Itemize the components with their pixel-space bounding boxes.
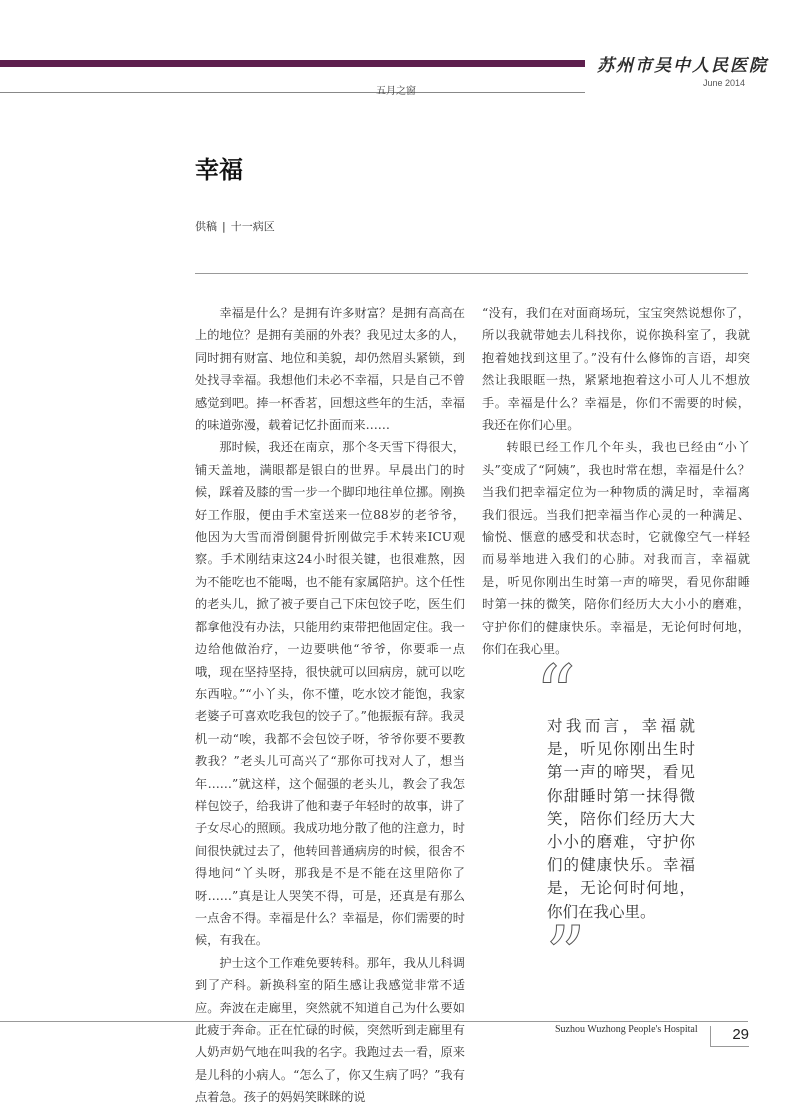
pull-quote [535, 648, 695, 1002]
byline-label: 供稿 [195, 220, 217, 233]
issue-date: June 2014 [702, 78, 745, 88]
hospital-name-logo: 苏州市吴中人民医院 [597, 56, 768, 76]
section-label: 五月之窗 [376, 86, 416, 97]
paragraph: 转眼已经工作几个年头，我也已经由“小丫头”变成了“阿姨”，我也时常在想，幸福是什么？当我们把幸福定位为一种物质的满足时，幸福离我们很远。当我们把幸福当作心灵的一种满足、愉悦、惬意的感受和状态时，它就像空气一样轻而易举地进入我们的心肺。对我而言，幸福就是，听见你刚出生时第一声的啼哭，看见你甜睡时第一抹的微笑，陪你们经历大大小小的磨难，守护你们的健康快乐。幸福是，无论何时何地，你们在我心里。 [482, 440, 750, 657]
paragraph: “没有，我们在对面商场玩，宝宝突然说想你了，所以我就带她去儿科找你，说你换科室了，我就抱着她找到这里了。”没有什么修饰的言语，却突然让我眼眶一热，紧紧地抱着这小可人儿不想放手。幸福是什么？幸福是，你们不需要的时候，我还在你们心里。 [482, 306, 750, 433]
pull-quote-text: 对我而言，幸福就是，听见你刚出生时第一声的啼哭，看见你甜睡时第一抹得微笑，陪你们经历大大小小的磨难，守护你们的健康快乐。幸福是，无论何时何地，你们在我心里。 [547, 717, 695, 921]
byline [195, 218, 275, 234]
title-divider [195, 273, 748, 274]
footer-divider [0, 1021, 748, 1022]
close-quote-icon: ” [545, 908, 576, 1002]
page-number: 29 [710, 1026, 749, 1047]
article-column-left [195, 302, 465, 1109]
byline-department: 十一病区 [230, 220, 275, 233]
footer-hospital-name: Suzhou Wuzhong People's Hospital [555, 1024, 698, 1035]
paragraph: 幸福是什么？是拥有许多财富？是拥有高高在上的地位？是拥有美丽的外表？我见过太多的人，同时拥有财富、地位和美貌，却仍然眉头紧锁，到处找寻幸福。我想他们未必不幸福，只是自己不曾感觉到吧。捧一杯香茗，回想这些年的生活，幸福的味道弥漫，载着记忆扑面而来…… [195, 306, 465, 433]
article-column-right [482, 302, 750, 661]
open-quote-icon: “ [535, 648, 566, 741]
header-accent-bar [0, 60, 585, 67]
byline-separator: | [222, 220, 226, 233]
paragraph: 护士这个工作难免要转科。那年，我从儿科调到了产科。新换科室的陌生感让我感觉非常不适应。奔波在走廊里，突然就不知道自己为什么要如此疲于奔命。正在忙碌的时候，突然听到走廊里有人奶声奶气地在叫我的名字。我跑过去一看，原来是儿科的小病人。“怎么了，你又生病了吗？”我有点着急。孩子的妈妈笑眯眯的说 [195, 955, 465, 1105]
paragraph: 那时候，我还在南京，那个冬天雪下得很大，铺天盖地，满眼都是银白的世界。早晨出门的时候，踩着及膝的雪一步一个脚印地往单位挪。刚换好工作服，便由手术室送来一位88岁的老爷爷，他因为大雪而滑倒腿骨折刚做完手术转来ICU观察。手术刚结束这24小时很关键，也很难熬，因为不能吃也不能喝，也不能有家属陪护。这个任性的老头儿，掀了被子要自己下床包饺子吃，医生们都拿他没有办法，只能用约束带把他固定住。我一边给他做治疗，一边要哄他“爷爷，你要乖一点哦，现在坚持坚持，很快就可以回病房，就可以吃东西啦。”“小丫头，你不懂，吃水饺才能饱，我家老婆子可喜欢吃我包的饺子了。”他振振有辞。我灵机一动“唉，我都不会包饺子呀，爷爷你要不要教教我？”老头儿可高兴了“那你可找对人了，想当年……”就这样，这个倔强的老头儿，教会了我怎样包饺子，给我讲了他和妻子年轻时的故事，讲了子女尽心的照顾。我成功地分散了他的注意力，时间很快就过去了，他转回普通病房的时候，很舍不得地问“丫头呀，那我是不是不能在这里陪你了呀……”真是让人哭笑不得，可是，还真是有那么一点舍不得。幸福是什么？幸福是，你们需要的时候，有我在。 [195, 440, 465, 948]
article-title: 幸福 [195, 156, 243, 184]
header-divider [0, 92, 585, 93]
